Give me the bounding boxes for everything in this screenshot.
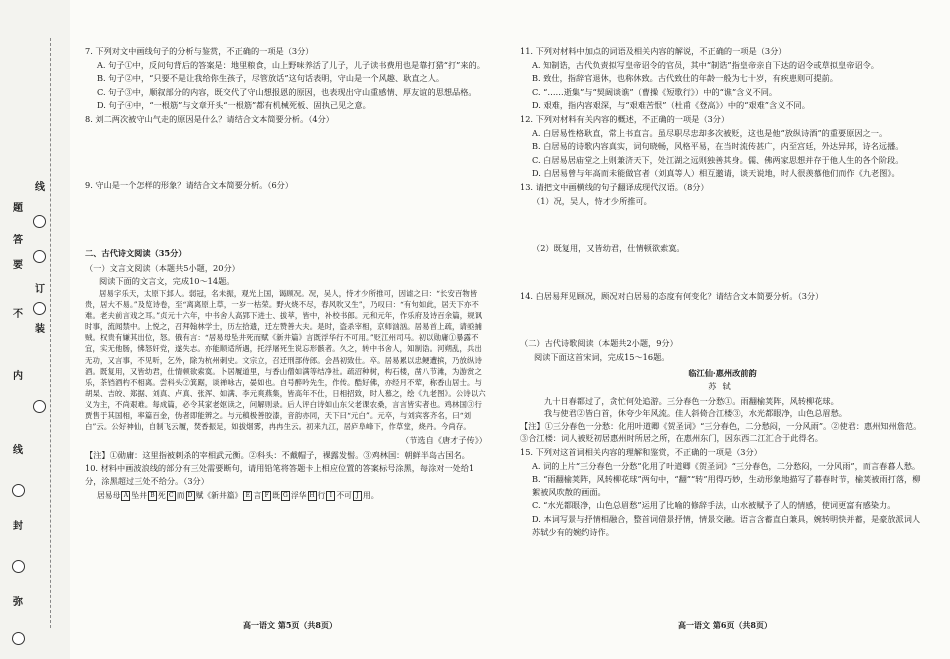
binding-char: 封 [13, 521, 23, 532]
binding-margin [0, 0, 70, 659]
binding-char: 线 [35, 182, 45, 193]
q12-option-c: C. 白居易居庙堂之上则兼济天下，处江湖之远则独善其身。儒、佛两家思想并存于他人生的各个阶段。 [532, 154, 904, 165]
answer-space[interactable] [520, 303, 925, 337]
answer-space[interactable] [520, 208, 925, 242]
q8-stem: 8. 刘二两次被守山气走的原因是什么？请结合文本简要分析。（4分） [85, 113, 334, 124]
q11-option-a: A. 知制诰，古代负责拟写皇帝诏令的官员，其中“制诰”指皇帝亲自下达的诏令或草拟皇帝诏令。 [532, 59, 879, 70]
section-2-title: 二、古代诗文阅读（35分） [85, 248, 187, 259]
passage-source: （节选自《唐才子传》） [401, 435, 487, 446]
q12-option-b: B. 白居易的诗歌内容真实，词句晓畅，风格平易，在当时流传甚广，内至宫廷，外达异邦，诗名远播。 [532, 141, 904, 152]
subsection-title: （二）古代诗歌阅读（本题共2小题，9分） [520, 338, 678, 349]
q10-stem: 10. 材料中画波浪线的部分有三处需要断句，请用铅笔将答题卡上相应位置的答案标号涂黑，每涂对一处给1分，涂黑超过三处不给分。（3分） [85, 463, 475, 486]
binding-char: 不 [13, 309, 23, 320]
q7-option-d: D. 句子④中，“一根筋”与文章开头“一根筋”都有机械死板、固执己见之意。 [97, 100, 371, 111]
q10-sentence: 居易母 A 坠井 B 死 C 而 D 赋《新井篇》 E 言 F 既 G 浮华 H 行 I 不可 J 用。 [97, 490, 379, 500]
q7-option-b: B. 句子②中，“只要不是让我给你生孩子，尽管放话”这句话表明，守山是一个风趣、耿直之人。 [97, 73, 445, 84]
poem-line: 我与使君②皆白首，休夸少年风流。佳人斜倚合江楼③，水光都眼净，山色总眉愁。 [544, 408, 847, 419]
q15-option-c: C. “水光都眼净，山色总眉愁”运用了比喻的修辞手法，山水被赋予了人的情感，使词更富有感染力。 [532, 500, 896, 511]
q14-stem: 14. 白居易拜见顾况，顾况对白居易的态度有何变化？请结合文本简要分析。（3分） [520, 290, 824, 301]
page-6 [520, 45, 925, 539]
binding-char: 要 [13, 260, 23, 271]
binding-char: 题 [13, 203, 23, 214]
page-footer: 高一语文 第5页（共8页） [243, 620, 337, 630]
break-box[interactable]: E [243, 491, 252, 501]
binding-char: 答 [13, 235, 23, 246]
classical-passage: 居易字乐天，太原下邽人。弱冠，名未振，观光上国，谒顾况。况，吴人，恃才少所推可，因谑之曰：“长安百物皆贵，居大不易。”及览诗卷，至“离离原上草，一岁一枯荣。野火烧不尽，春风吹又生”，乃叹曰：“有句如此，居天下亦不难。老夫前言戏之耳。”贞元十六年，中书舍人高郢下进士、拔萃，皆中，补校书郎。元和元年，作乐府及诗百余篇，规讽时事，流闻禁中。上悦之，召拜翰林学士，历左拾遗，迁左赞善大夫。是时，盗杀宰相，京师汹汹。居易首上疏，请亟捕贼。权贵有嫌其出位，怒。俄有言：“居易母坠井死而赋《新井篇》言既浮华行不可用。”贬江州司马。初以勋庸①暴露不宜，实无他肠，怫怒奸党，遂失志。亦能顺适所遇，托浮屠死生说忘形骸者。久之，转中书舍人，知制诰。河朔乱，兵出无功，又言事，不见听，乞外，除为杭州刺史。文宗立，召迁刑部侍郎。会昌初致仕。卒。居易累以忠鲠遭摈，乃放纵诗酒。既复用，又皆幼君，仕情顿欲索寞。卜居履道里，与香山僧如满等结净社。疏沼种树，构石楼，凿八节滩，为游赏之乐，茶铛酒杓不相离。尝科头②箕踞，谈禅咏古，晏如也。自号醉吟先生，作传。酷好佛，亦经月不荤，称香山居士。与胡杲、吉皎、郑据、刘真、卢真、张浑、如满、李元爽燕集，皆高年不仕，日相招致，时人慕之，绘《九老图》。公诗以六义为主，不尚艰难。每成篇，必令其家老妪读之，问解则录。后人评白诗如山东父老课农桑，言言皆实者也。鸡林国③行贾售于其国相，率篇百金，伪者即能辨之。与元稹极善胶漆，音韵亦同，天下曰“元白”。元卒，与刘宾客齐名，曰“刘白”云。公好神仙，自制飞云履，焚香振足，如拔烟雾，冉冉生云。初来九江，居庐阜峰下，作草堂，烧丹。今尚存。 [85, 288, 486, 432]
binding-char: 装 [35, 324, 45, 335]
binding-char: 线 [13, 445, 23, 456]
break-box[interactable]: J [353, 491, 362, 501]
break-box[interactable]: G [281, 491, 290, 501]
subsection-intro: 阅读下面的文言文，完成10～14题。 [99, 276, 235, 287]
binding-char: 内 [13, 371, 23, 382]
q15-stem: 15. 下列对这首词相关内容的理解和鉴赏，不正确的一项是（3分） [520, 447, 762, 458]
q13-item-1: （1）况，吴人，恃才少所推可。 [532, 195, 652, 206]
binding-circle [33, 400, 46, 413]
binding-char: 订 [35, 284, 45, 295]
break-box[interactable]: D [186, 491, 195, 501]
binding-circle [12, 484, 25, 497]
break-box[interactable]: A [121, 491, 130, 501]
binding-circle [12, 632, 25, 645]
q11-option-b: B. 致仕，指辞官退休，也称休致。古代致仕的年龄一般为七十岁，有疾患则可提前。 [532, 73, 838, 84]
binding-circle [33, 250, 46, 263]
q13-stem: 13. 请把文中画横线的句子翻译成现代汉语。（8分） [520, 181, 709, 192]
binding-circle [33, 302, 46, 315]
q12-option-a: A. 白居易性格耿直，常上书直言。虽尽职尽忠却多次被贬，这也是他“放纵诗酒”的重要原因之一。 [532, 127, 888, 138]
poem-author: 苏轼 [708, 381, 737, 392]
subsection-intro: 阅读下面这首宋词，完成15～16题。 [534, 351, 670, 362]
break-box[interactable]: I [326, 491, 335, 501]
q11-option-d: D. 艰难，指内容艰深，与“艰难苦恨”（杜甫《登高》）中的“艰难”含义不同。 [532, 100, 810, 111]
break-box[interactable]: H [309, 491, 315, 499]
q11-option-c: C. “……逝集”与“契阔谈谯”（曹操《短歌行》）中的“谯”含义不同。 [532, 86, 778, 97]
break-box[interactable]: F [262, 491, 271, 501]
q7-option-c: C. 句子③中，顺叙部分的内容，既交代了守山想报恩的原因，也表现出守山重感情、厚友谊的思想品格。 [97, 86, 477, 97]
q7-option-a: A. 句子①中，反问句背后的答案是：地里粮食，山上野味养活了儿子，儿子读书费用也是靠打猎“打”来的。 [97, 59, 485, 70]
q15-option-d: D. 本词写景与抒情相融合，整首词借景抒情，情景交融。语言含蓄直白兼具，婉转明快并蓄，是豪放派词人苏轼少有的婉约诗作。 [532, 514, 921, 537]
subsection-title: （一）文言文阅读（本题共5小题，20分） [85, 262, 240, 273]
q12-stem: 12. 下列对材料有关内容的概述，不正确的一项是（3分） [520, 113, 730, 124]
binding-circle [33, 215, 46, 228]
answer-space[interactable] [85, 127, 487, 179]
page-footer: 高一语文 第6页（共8页） [678, 620, 772, 630]
poem-title: 临江仙·惠州改前韵 [688, 367, 757, 378]
break-box[interactable]: B [148, 491, 157, 501]
q15-option-a: A. 词的上片“三分春色一分愁”化用了叶道卿《贺圣词》“三分春色，二分愁闷，一分风雨”，而言春暮人愁。 [532, 460, 921, 471]
page-5 [85, 45, 487, 502]
q9-stem: 9. 守山是一个怎样的形象？请结合文本简要分析。（6分） [85, 179, 294, 190]
q15-option-b: B. “雨翻榆荚阵，风转柳花球”两句中，“翻”“转”用得巧妙，生动形象地描写了暮春时节，榆荚被雨打落，柳絮被风吹散的画面。 [532, 474, 921, 497]
break-box[interactable]: C [167, 491, 176, 501]
answer-space[interactable] [520, 256, 925, 290]
binding-circle [12, 560, 25, 573]
passage-note: 【注】①勋庸：这里指被刺杀的宰相武元衡。②科头：不戴帽子，裸露发髻。③鸡林国：朝鲜半岛古国名。 [85, 449, 470, 460]
q12-option-d: D. 白居易曾与年高而未能做官者（刘真等人）相互邀请，谈天说地，时人很羡慕他们而作《九老图》。 [532, 168, 900, 179]
poem-line: 九十日春都过了，贪忙何处追游。三分春色一分愁①。雨翻榆荚阵，风转柳花球。 [544, 395, 839, 406]
binding-char: 弥 [13, 597, 23, 608]
q11-stem: 11. 下列对材料中加点的词语及相关内容的解说，不正确的一项是（3分） [520, 46, 787, 56]
q13-item-2: （2）既复用，又皆幼君，仕情顿欲索寞。 [532, 243, 685, 254]
binding-line [50, 38, 51, 628]
answer-space[interactable] [85, 192, 487, 244]
poem-note: 【注】①三分春色一分愁：化用叶道卿《贺圣词》“三分春色，二分愁闷，一分风雨”。②使君：惠州知州詹范。③合江楼：词人被贬初居惠州时所居之所，在惠州东门，因东西二江汇合于此得名。 [520, 420, 922, 444]
q7-stem: 7. 下列对文中画线句子的分析与鉴赏，不正确的一项是（3分） [85, 46, 314, 56]
